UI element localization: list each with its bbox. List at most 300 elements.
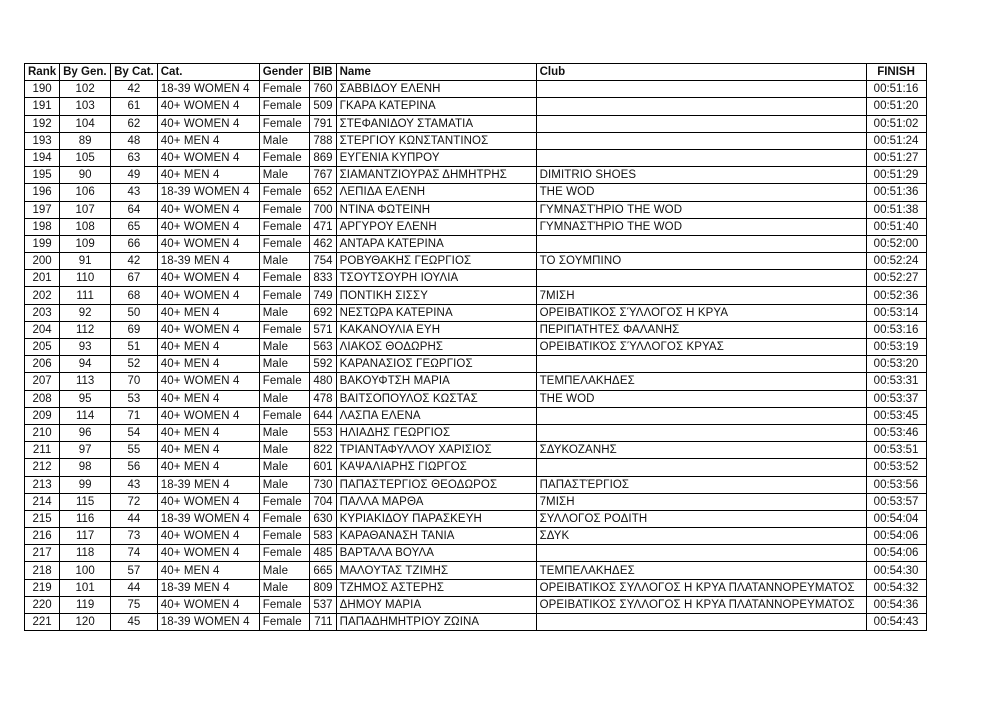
- cell-by-category: 72: [111, 493, 158, 510]
- cell-name: ΠΑΛΛΑ ΜΑΡΘΑ: [336, 493, 536, 510]
- cell-category: 40+ WOMEN 4: [157, 493, 259, 510]
- cell-finish: 00:53:19: [866, 339, 926, 356]
- cell-rank: 197: [25, 201, 60, 218]
- cell-bib: 480: [309, 373, 336, 390]
- cell-category: 18-39 MEN 4: [157, 476, 259, 493]
- cell-by-gender: 97: [60, 442, 111, 459]
- cell-name: ΚΑΨΑΛΙΑΡΗΣ ΓΙΩΡΓΟΣ: [336, 459, 536, 476]
- cell-gender: Female: [259, 407, 309, 424]
- cell-club: ΣΔΥΚ: [536, 528, 866, 545]
- cell-club: ΣΔΥΚΟΖΑΝΗΣ: [536, 442, 866, 459]
- cell-by-gender: 98: [60, 459, 111, 476]
- cell-by-gender: 108: [60, 218, 111, 235]
- cell-by-category: 64: [111, 201, 158, 218]
- cell-bib: 509: [309, 98, 336, 115]
- cell-gender: Female: [259, 493, 309, 510]
- cell-category: 40+ MEN 4: [157, 442, 259, 459]
- cell-finish: 00:53:20: [866, 356, 926, 373]
- cell-by-category: 62: [111, 115, 158, 132]
- cell-bib: 478: [309, 390, 336, 407]
- cell-rank: 218: [25, 562, 60, 579]
- cell-gender: Male: [259, 253, 309, 270]
- cell-by-category: 49: [111, 167, 158, 184]
- cell-name: ΛΙΑΚΟΣ ΘΟΔΩΡΗΣ: [336, 339, 536, 356]
- cell-name: ΛΑΣΠΑ ΕΛΕΝΑ: [336, 407, 536, 424]
- cell-rank: 214: [25, 493, 60, 510]
- cell-bib: 788: [309, 132, 336, 149]
- cell-by-gender: 115: [60, 493, 111, 510]
- cell-name: ΚΑΡΑΝΑΣΙΟΣ ΓΕΩΡΓΙΟΣ: [336, 356, 536, 373]
- cell-by-gender: 89: [60, 132, 111, 149]
- cell-by-gender: 107: [60, 201, 111, 218]
- cell-by-category: 52: [111, 356, 158, 373]
- cell-gender: Female: [259, 81, 309, 98]
- cell-finish: 00:54:06: [866, 528, 926, 545]
- cell-category: 40+ WOMEN 4: [157, 235, 259, 252]
- table-row: [25, 596, 927, 613]
- cell-name: ΜΑΛΟΥΤΑΣ ΤΖΙΜΗΣ: [336, 562, 536, 579]
- cell-rank: 192: [25, 115, 60, 132]
- cell-rank: 220: [25, 596, 60, 613]
- cell-gender: Male: [259, 459, 309, 476]
- cell-finish: 00:52:00: [866, 235, 926, 252]
- cell-gender: Male: [259, 442, 309, 459]
- cell-club: ΤΕΜΠΕΛΑΚΗΔΕΣ: [536, 373, 866, 390]
- cell-by-category: 75: [111, 596, 158, 613]
- cell-by-category: 51: [111, 339, 158, 356]
- cell-finish: 00:52:24: [866, 253, 926, 270]
- table-row: [25, 304, 927, 321]
- cell-finish: 00:52:27: [866, 270, 926, 287]
- cell-rank: 219: [25, 579, 60, 596]
- cell-by-category: 73: [111, 528, 158, 545]
- cell-category: 40+ WOMEN 4: [157, 596, 259, 613]
- cell-by-category: 74: [111, 545, 158, 562]
- table-row: [25, 81, 927, 98]
- cell-by-category: 57: [111, 562, 158, 579]
- cell-category: 18-39 MEN 4: [157, 253, 259, 270]
- cell-club: [536, 407, 866, 424]
- cell-name: ΑΡΓΥΡΟΥ ΕΛΕΝΗ: [336, 218, 536, 235]
- cell-finish: 00:54:06: [866, 545, 926, 562]
- cell-by-gender: 106: [60, 184, 111, 201]
- cell-gender: Female: [259, 614, 309, 631]
- cell-gender: Male: [259, 132, 309, 149]
- cell-by-category: 56: [111, 459, 158, 476]
- cell-category: 40+ WOMEN 4: [157, 115, 259, 132]
- cell-rank: 198: [25, 218, 60, 235]
- cell-club: ΟΡΕΙΒΑΤΙΚΌΣ ΣΎΛΛΟΓΟΣ ΚΡΥΑΣ: [536, 339, 866, 356]
- cell-by-category: 42: [111, 253, 158, 270]
- cell-finish: 00:51:29: [866, 167, 926, 184]
- table-row: [25, 287, 927, 304]
- cell-bib: 471: [309, 218, 336, 235]
- table-row: [25, 562, 927, 579]
- cell-bib: 665: [309, 562, 336, 579]
- table-row: [25, 132, 927, 149]
- cell-name: ΤΡΙΑΝΤΑΦΥΛΛΟΥ ΧΑΡΙΣΙΟΣ: [336, 442, 536, 459]
- cell-gender: Female: [259, 287, 309, 304]
- cell-by-category: 63: [111, 149, 158, 166]
- table-row: [25, 614, 927, 631]
- results-table: [24, 63, 927, 631]
- cell-finish: 00:53:57: [866, 493, 926, 510]
- cell-rank: 215: [25, 510, 60, 527]
- table-row: [25, 424, 927, 441]
- cell-gender: Female: [259, 184, 309, 201]
- table-row: [25, 253, 927, 270]
- cell-name: ΤΣΟΥΤΣΟΥΡΗ ΙΟΥΛΙΑ: [336, 270, 536, 287]
- cell-club: [536, 149, 866, 166]
- cell-finish: 00:51:24: [866, 132, 926, 149]
- cell-gender: Male: [259, 579, 309, 596]
- cell-name: ΒΑΡΤΑΛΑ ΒΟΥΛΑ: [336, 545, 536, 562]
- cell-finish: 00:51:36: [866, 184, 926, 201]
- cell-by-category: 44: [111, 579, 158, 596]
- cell-rank: 212: [25, 459, 60, 476]
- cell-rank: 202: [25, 287, 60, 304]
- cell-bib: 583: [309, 528, 336, 545]
- cell-rank: 199: [25, 235, 60, 252]
- cell-bib: 563: [309, 339, 336, 356]
- cell-by-category: 48: [111, 132, 158, 149]
- header-rank: Rank: [25, 64, 60, 81]
- cell-gender: Female: [259, 235, 309, 252]
- cell-club: ΤΕΜΠΕΛΑΚΗΔΕΣ: [536, 562, 866, 579]
- table-header: [25, 64, 927, 81]
- cell-club: ΣΥΛΛΟΓΟΣ ΡΟΔΙΤΗ: [536, 510, 866, 527]
- cell-finish: 00:53:56: [866, 476, 926, 493]
- cell-club: [536, 235, 866, 252]
- cell-category: 40+ MEN 4: [157, 459, 259, 476]
- cell-by-category: 70: [111, 373, 158, 390]
- cell-by-gender: 110: [60, 270, 111, 287]
- cell-by-category: 45: [111, 614, 158, 631]
- cell-finish: 00:53:46: [866, 424, 926, 441]
- cell-gender: Male: [259, 167, 309, 184]
- cell-gender: Female: [259, 528, 309, 545]
- cell-bib: 711: [309, 614, 336, 631]
- cell-club: ΟΡΕΙΒΑΤΙΚΟΣ ΣΥΛΛΟΓΟΣ Η ΚΡΥΑ ΠΛΑΤΑΝΝΟΡΕΥΜΑΤΟΣ: [536, 596, 866, 613]
- cell-club: THE WOD: [536, 184, 866, 201]
- header-finish: FINISH: [866, 64, 926, 81]
- table-row: [25, 528, 927, 545]
- cell-by-category: 43: [111, 184, 158, 201]
- cell-rank: 211: [25, 442, 60, 459]
- cell-rank: 208: [25, 390, 60, 407]
- table-row: [25, 98, 927, 115]
- cell-name: ΗΛΙΑΔΗΣ ΓΕΩΡΓΙΟΣ: [336, 424, 536, 441]
- cell-club: [536, 270, 866, 287]
- cell-finish: 00:54:36: [866, 596, 926, 613]
- cell-category: 18-39 WOMEN 4: [157, 81, 259, 98]
- cell-rank: 201: [25, 270, 60, 287]
- cell-by-gender: 120: [60, 614, 111, 631]
- cell-gender: Female: [259, 510, 309, 527]
- cell-category: 40+ WOMEN 4: [157, 218, 259, 235]
- cell-by-category: 65: [111, 218, 158, 235]
- cell-rank: 204: [25, 321, 60, 338]
- cell-name: ΤΖΗΜΟΣ ΑΣΤΕΡΗΣ: [336, 579, 536, 596]
- cell-by-gender: 116: [60, 510, 111, 527]
- cell-bib: 553: [309, 424, 336, 441]
- table-row: [25, 115, 927, 132]
- header-gender: Gender: [259, 64, 309, 81]
- table-row: [25, 373, 927, 390]
- table-row: [25, 235, 927, 252]
- table-row: [25, 218, 927, 235]
- table-row: [25, 167, 927, 184]
- cell-by-category: 55: [111, 442, 158, 459]
- cell-category: 40+ MEN 4: [157, 132, 259, 149]
- cell-name: ΔΗΜΟΥ ΜΑΡΙΑ: [336, 596, 536, 613]
- cell-bib: 652: [309, 184, 336, 201]
- cell-club: ΓΥΜΝΑΣΤΉΡΙΟ THE WOD: [536, 218, 866, 235]
- cell-club: [536, 459, 866, 476]
- cell-finish: 00:54:30: [866, 562, 926, 579]
- cell-by-gender: 114: [60, 407, 111, 424]
- cell-rank: 221: [25, 614, 60, 631]
- cell-name: ΠΑΠΑΔΗΜΗΤΡΙΟΥ ΖΩΙΝΑ: [336, 614, 536, 631]
- cell-by-gender: 101: [60, 579, 111, 596]
- cell-club: ΟΡΕΙΒΑΤΙΚΟΣ ΣΎΛΛΟΓΟΣ Η ΚΡΥΑ: [536, 304, 866, 321]
- cell-category: 40+ WOMEN 4: [157, 321, 259, 338]
- cell-by-gender: 104: [60, 115, 111, 132]
- cell-gender: Female: [259, 373, 309, 390]
- table-row: [25, 545, 927, 562]
- cell-club: ΓΥΜΝΑΣΤΉΡΙΟ THE WOD: [536, 201, 866, 218]
- cell-bib: 537: [309, 596, 336, 613]
- cell-bib: 601: [309, 459, 336, 476]
- cell-category: 40+ MEN 4: [157, 562, 259, 579]
- cell-club: 7ΜΙΣΗ: [536, 287, 866, 304]
- table-row: [25, 390, 927, 407]
- cell-by-gender: 112: [60, 321, 111, 338]
- cell-bib: 791: [309, 115, 336, 132]
- cell-bib: 809: [309, 579, 336, 596]
- cell-gender: Female: [259, 218, 309, 235]
- cell-by-category: 43: [111, 476, 158, 493]
- table-row: [25, 407, 927, 424]
- cell-by-category: 68: [111, 287, 158, 304]
- cell-finish: 00:53:14: [866, 304, 926, 321]
- cell-finish: 00:53:37: [866, 390, 926, 407]
- cell-rank: 213: [25, 476, 60, 493]
- cell-category: 18-39 MEN 4: [157, 579, 259, 596]
- cell-by-gender: 105: [60, 149, 111, 166]
- cell-by-gender: 102: [60, 81, 111, 98]
- cell-gender: Female: [259, 270, 309, 287]
- cell-bib: 833: [309, 270, 336, 287]
- cell-name: ΣΑΒΒΙΔΟΥ ΕΛΕΝΗ: [336, 81, 536, 98]
- cell-name: ΚΥΡΙΑΚΙΔΟΥ ΠΑΡΑΣΚΕΥΗ: [336, 510, 536, 527]
- cell-gender: Female: [259, 596, 309, 613]
- cell-finish: 00:53:51: [866, 442, 926, 459]
- cell-bib: 644: [309, 407, 336, 424]
- cell-gender: Male: [259, 562, 309, 579]
- cell-bib: 754: [309, 253, 336, 270]
- header-row: [25, 64, 927, 81]
- cell-club: [536, 115, 866, 132]
- cell-category: 40+ WOMEN 4: [157, 407, 259, 424]
- table-row: [25, 493, 927, 510]
- header-by-category: By Cat.: [111, 64, 158, 81]
- cell-gender: Female: [259, 545, 309, 562]
- header-by-gender: By Gen.: [60, 64, 111, 81]
- table-body: [25, 81, 927, 631]
- cell-name: ΣΤΕΡΓΙΟΥ ΚΩΝΣΤΑΝΤΙΝΟΣ: [336, 132, 536, 149]
- table-row: [25, 270, 927, 287]
- table-row: [25, 339, 927, 356]
- cell-club: DIMITRIO SHOES: [536, 167, 866, 184]
- cell-by-gender: 92: [60, 304, 111, 321]
- cell-name: ΚΑΚΑΝΟΥΛΙΑ ΕΥΗ: [336, 321, 536, 338]
- cell-category: 40+ WOMEN 4: [157, 201, 259, 218]
- table-row: [25, 476, 927, 493]
- cell-finish: 00:53:16: [866, 321, 926, 338]
- cell-finish: 00:54:04: [866, 510, 926, 527]
- cell-by-gender: 93: [60, 339, 111, 356]
- cell-rank: 190: [25, 81, 60, 98]
- cell-gender: Male: [259, 424, 309, 441]
- cell-gender: Female: [259, 98, 309, 115]
- table-row: [25, 579, 927, 596]
- cell-bib: 749: [309, 287, 336, 304]
- cell-bib: 462: [309, 235, 336, 252]
- cell-by-gender: 119: [60, 596, 111, 613]
- cell-by-gender: 96: [60, 424, 111, 441]
- cell-bib: 822: [309, 442, 336, 459]
- table-row: [25, 510, 927, 527]
- cell-finish: 00:51:16: [866, 81, 926, 98]
- cell-rank: 200: [25, 253, 60, 270]
- table-row: [25, 442, 927, 459]
- cell-by-category: 54: [111, 424, 158, 441]
- cell-rank: 216: [25, 528, 60, 545]
- cell-club: [536, 132, 866, 149]
- cell-gender: Female: [259, 115, 309, 132]
- cell-category: 40+ MEN 4: [157, 304, 259, 321]
- cell-category: 40+ MEN 4: [157, 424, 259, 441]
- table-row: [25, 459, 927, 476]
- cell-name: ΒΑΙΤΣΟΠΟΥΛΟΣ ΚΩΣΤΑΣ: [336, 390, 536, 407]
- cell-finish: 00:52:36: [866, 287, 926, 304]
- cell-name: ΚΑΡΑΘΑΝΑΣΗ ΤΑΝΙΑ: [336, 528, 536, 545]
- cell-by-gender: 91: [60, 253, 111, 270]
- cell-category: 40+ WOMEN 4: [157, 373, 259, 390]
- cell-rank: 209: [25, 407, 60, 424]
- cell-category: 40+ MEN 4: [157, 167, 259, 184]
- cell-bib: 592: [309, 356, 336, 373]
- cell-finish: 00:54:43: [866, 614, 926, 631]
- cell-name: ΛΕΠΙΔΑ ΕΛΕΝΗ: [336, 184, 536, 201]
- cell-club: [536, 356, 866, 373]
- cell-finish: 00:53:31: [866, 373, 926, 390]
- cell-by-gender: 94: [60, 356, 111, 373]
- cell-gender: Female: [259, 149, 309, 166]
- cell-club: [536, 81, 866, 98]
- cell-bib: 571: [309, 321, 336, 338]
- cell-category: 40+ WOMEN 4: [157, 528, 259, 545]
- cell-rank: 196: [25, 184, 60, 201]
- cell-gender: Male: [259, 390, 309, 407]
- cell-category: 40+ WOMEN 4: [157, 287, 259, 304]
- cell-club: ΟΡΕΙΒΑΤΙΚΟΣ ΣΥΛΛΟΓΟΣ Η ΚΡΥΑ ΠΛΑΤΑΝΝΟΡΕΥΜΑΤΟΣ: [536, 579, 866, 596]
- cell-gender: Male: [259, 476, 309, 493]
- cell-by-gender: 117: [60, 528, 111, 545]
- cell-by-category: 61: [111, 98, 158, 115]
- table-row: [25, 201, 927, 218]
- header-bib: BIB: [309, 64, 336, 81]
- cell-by-category: 69: [111, 321, 158, 338]
- cell-by-gender: 99: [60, 476, 111, 493]
- cell-gender: Male: [259, 339, 309, 356]
- cell-rank: 217: [25, 545, 60, 562]
- cell-bib: 692: [309, 304, 336, 321]
- cell-finish: 00:51:20: [866, 98, 926, 115]
- cell-bib: 730: [309, 476, 336, 493]
- cell-category: 18-39 WOMEN 4: [157, 614, 259, 631]
- cell-rank: 210: [25, 424, 60, 441]
- cell-category: 40+ MEN 4: [157, 339, 259, 356]
- cell-name: ΡΟΒΥΘΑΚΗΣ ΓΕΩΡΓΙΟΣ: [336, 253, 536, 270]
- cell-by-gender: 109: [60, 235, 111, 252]
- cell-by-category: 42: [111, 81, 158, 98]
- cell-bib: 767: [309, 167, 336, 184]
- cell-name: ΑΝΤΑΡΑ ΚΑΤΕΡΙΝΑ: [336, 235, 536, 252]
- cell-category: 18-39 WOMEN 4: [157, 184, 259, 201]
- cell-category: 40+ MEN 4: [157, 356, 259, 373]
- cell-category: 40+ WOMEN 4: [157, 545, 259, 562]
- cell-club: [536, 98, 866, 115]
- cell-finish: 00:51:02: [866, 115, 926, 132]
- cell-name: ΠΟΝΤΙΚΗ ΣΙΣΣΥ: [336, 287, 536, 304]
- cell-bib: 869: [309, 149, 336, 166]
- cell-by-category: 44: [111, 510, 158, 527]
- cell-by-category: 53: [111, 390, 158, 407]
- cell-gender: Female: [259, 201, 309, 218]
- cell-finish: 00:51:38: [866, 201, 926, 218]
- cell-rank: 207: [25, 373, 60, 390]
- cell-bib: 630: [309, 510, 336, 527]
- cell-by-category: 71: [111, 407, 158, 424]
- cell-rank: 194: [25, 149, 60, 166]
- header-name: Name: [336, 64, 536, 81]
- cell-club: [536, 614, 866, 631]
- cell-bib: 760: [309, 81, 336, 98]
- cell-club: ΠΑΠΑΣΤΈΡΓΙΟΣ: [536, 476, 866, 493]
- table-row: [25, 184, 927, 201]
- cell-name: ΣΙΑΜΑΝΤΖΙΟΥΡΑΣ ΔΗΜΗΤΡΗΣ: [336, 167, 536, 184]
- cell-club: 7ΜΙΣΗ: [536, 493, 866, 510]
- cell-category: 40+ MEN 4: [157, 390, 259, 407]
- table-row: [25, 149, 927, 166]
- cell-by-gender: 90: [60, 167, 111, 184]
- cell-category: 40+ WOMEN 4: [157, 270, 259, 287]
- cell-name: ΠΑΠΑΣΤΕΡΓΙΟΣ ΘΕΟΔΩΡΟΣ: [336, 476, 536, 493]
- cell-club: [536, 424, 866, 441]
- cell-category: 40+ WOMEN 4: [157, 98, 259, 115]
- cell-by-gender: 100: [60, 562, 111, 579]
- cell-gender: Male: [259, 304, 309, 321]
- cell-gender: Female: [259, 321, 309, 338]
- cell-name: ΝΤΙΝΑ ΦΩΤΕΙΝΗ: [336, 201, 536, 218]
- cell-name: ΣΤΕΦΑΝΙΔΟΥ ΣΤΑΜΑΤΙΑ: [336, 115, 536, 132]
- cell-rank: 191: [25, 98, 60, 115]
- table-row: [25, 356, 927, 373]
- cell-rank: 206: [25, 356, 60, 373]
- cell-category: 40+ WOMEN 4: [157, 149, 259, 166]
